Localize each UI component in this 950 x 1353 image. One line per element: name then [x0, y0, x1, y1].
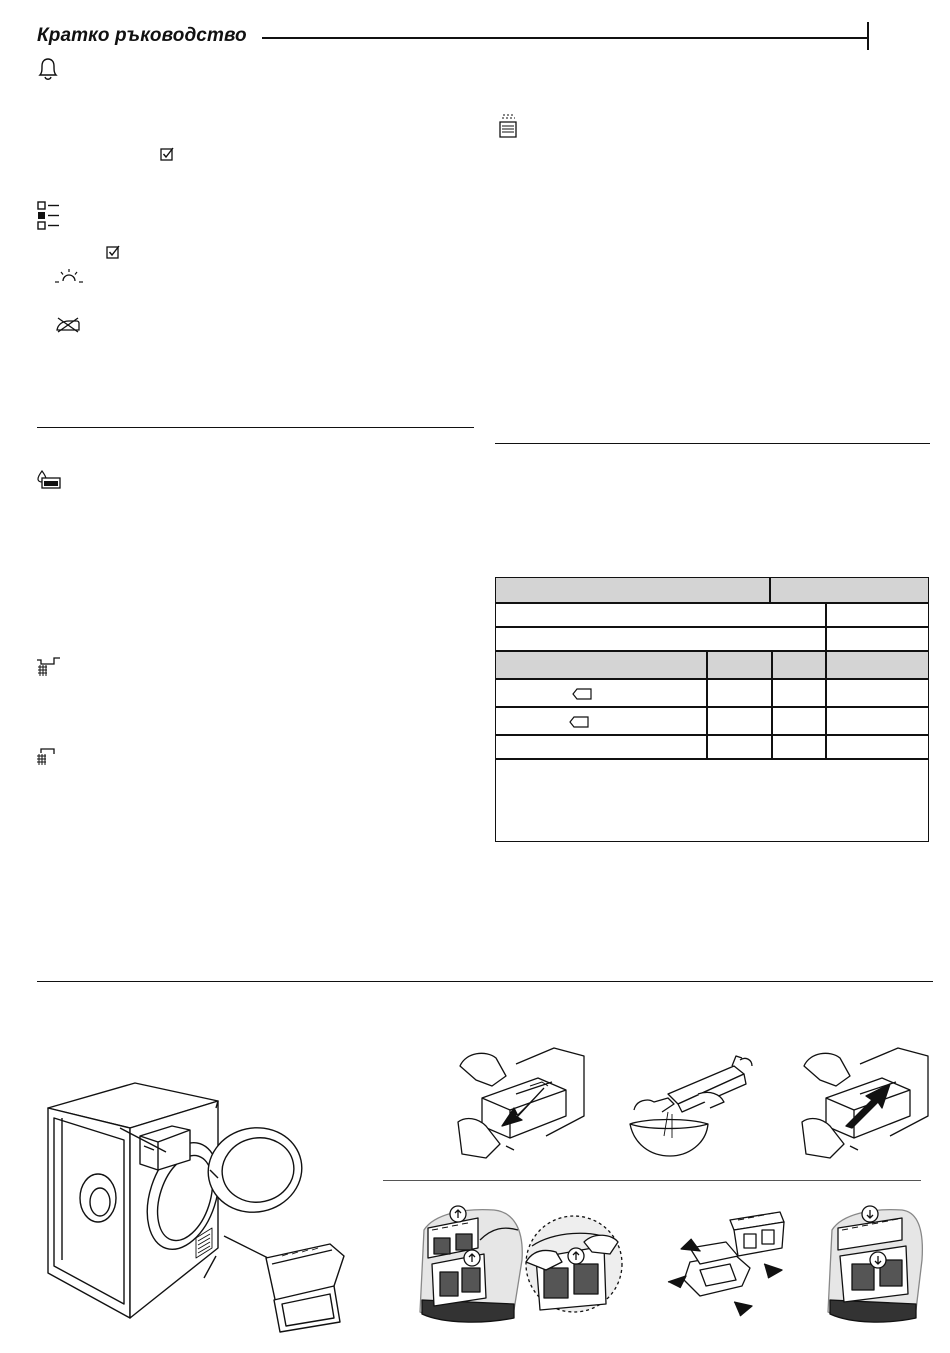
table-cell [773, 736, 827, 758]
remove-filter-illustration [414, 1200, 534, 1325]
empty-container-illustration [628, 1052, 758, 1162]
table-cell [708, 708, 773, 734]
table-cell [708, 652, 773, 678]
sun-dim-icon [54, 268, 84, 286]
section-rule-bottom [37, 981, 933, 982]
table-row [496, 604, 928, 628]
checkbox-check-icon [160, 146, 176, 162]
spec-table [495, 577, 929, 842]
remove-container-illustration [456, 1046, 586, 1166]
table-cell [708, 680, 773, 706]
table-row [496, 708, 928, 736]
table-row [496, 628, 928, 652]
table-cell [773, 652, 827, 678]
table-cell [496, 652, 708, 678]
header-rule [262, 37, 868, 39]
dryer-illustration [40, 1078, 350, 1333]
table-cell [496, 736, 708, 758]
bell-icon [36, 56, 60, 82]
illustration-separator [383, 1180, 921, 1181]
insert-container-illustration [800, 1046, 930, 1166]
no-iron-icon [55, 316, 81, 334]
page-title: Кратко ръководство [37, 25, 247, 46]
table-cell [773, 708, 827, 734]
table-cell [496, 708, 708, 734]
table-cell [496, 680, 708, 706]
header-tick [867, 22, 869, 50]
open-filter-illustration [660, 1208, 790, 1323]
filter-icon [497, 113, 519, 139]
table-cell [773, 680, 827, 706]
heater-drain-small-icon [36, 746, 62, 766]
reinsert-filter-illustration [822, 1200, 927, 1325]
water-tank-icon [36, 470, 62, 490]
table-notes-area [496, 760, 928, 841]
filter-detail-illustration [522, 1212, 627, 1317]
tag-icon [572, 688, 592, 700]
table-row [496, 680, 928, 708]
section-rule-right [495, 443, 930, 444]
table-header-row [496, 578, 928, 604]
table-cell [496, 604, 827, 626]
table-subheader-row [496, 652, 928, 680]
tag-icon [569, 716, 589, 728]
table-cell [496, 578, 771, 602]
table-cell [496, 628, 827, 650]
checkbox-check-icon [106, 244, 122, 260]
program-list-icon [37, 200, 61, 232]
heater-drain-icon [36, 657, 62, 677]
section-rule-left [37, 427, 474, 428]
table-row [496, 736, 928, 760]
table-cell [708, 736, 773, 758]
